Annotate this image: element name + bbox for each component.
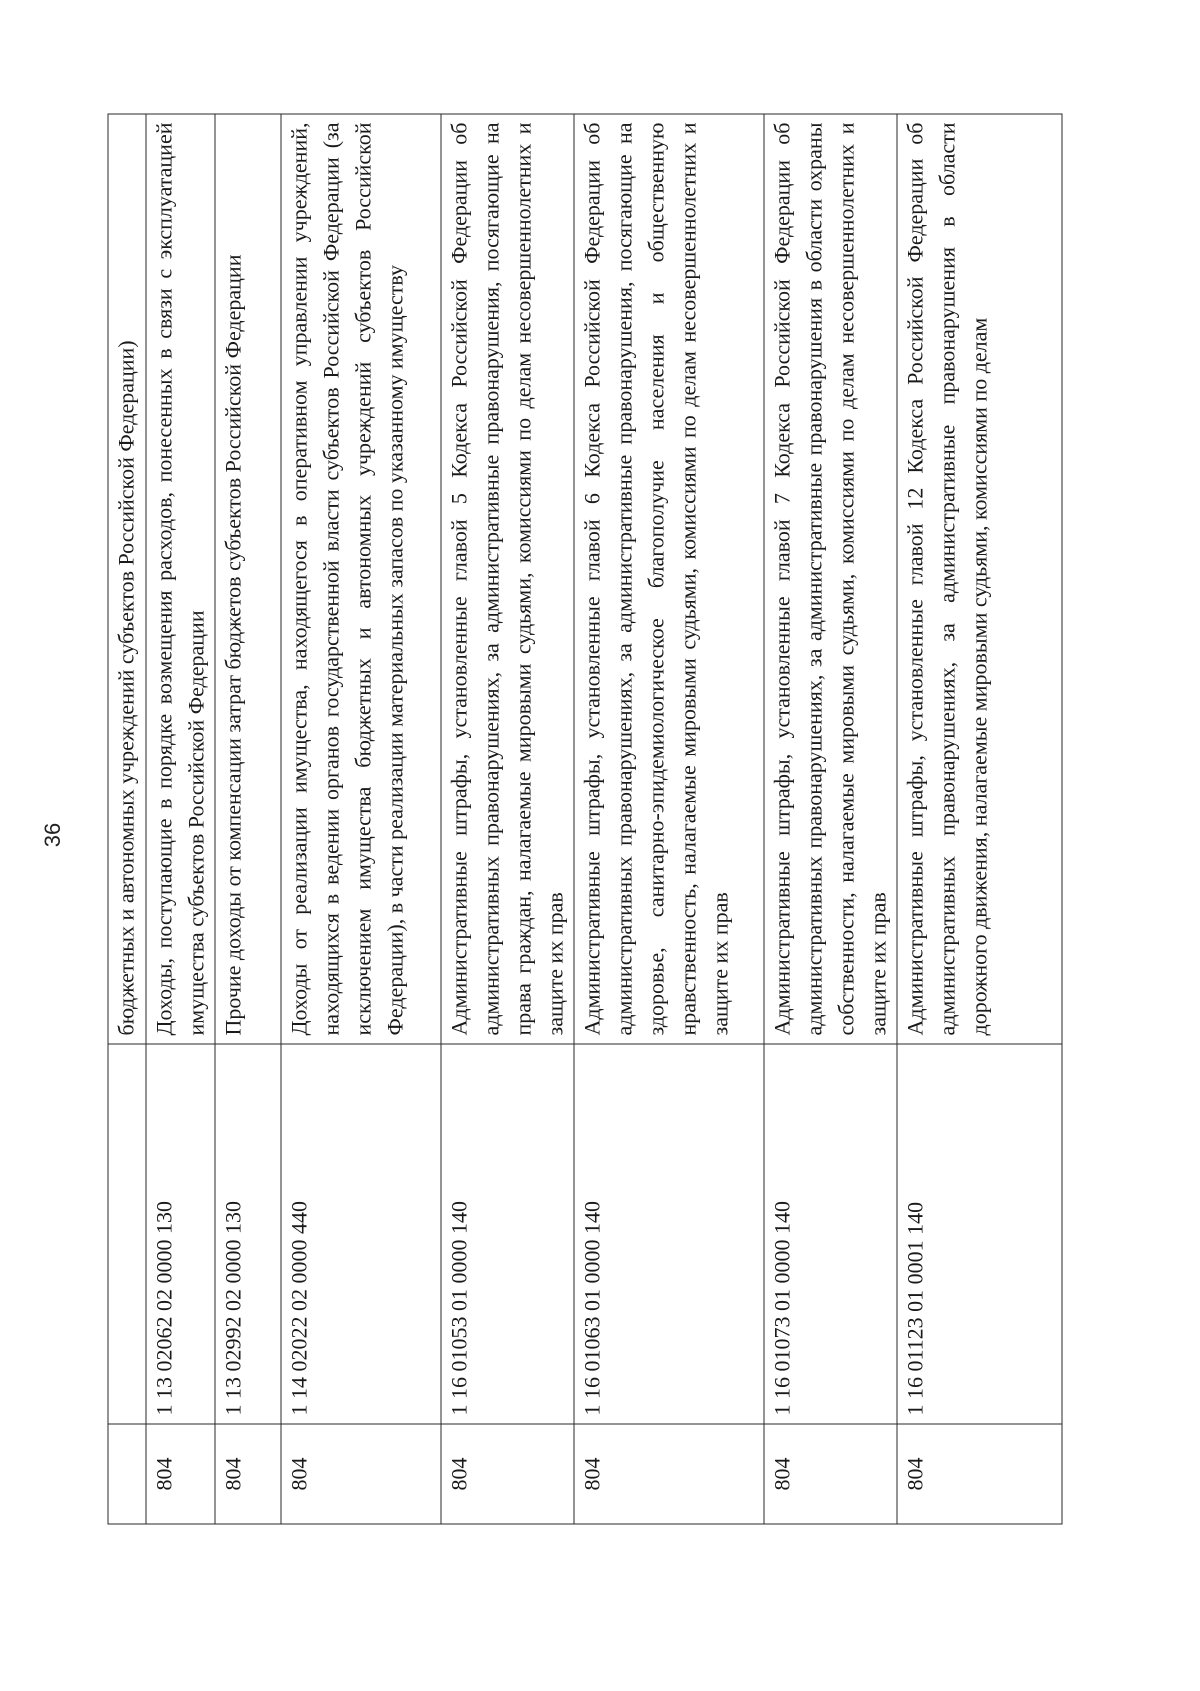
admin-code-cell: 804 [897, 1424, 1062, 1524]
revenue-description-cell: Административные штрафы, установленные главой 5 Кодекса Российской Федерации об административных правонарушениях, за административные правонарушения, посягающие на права граждан, налагаемые мировыми судьями, комиссиями по делам несовершеннолетних и защите их прав [441, 114, 574, 1044]
table-row [146, 114, 215, 1524]
table-row [897, 114, 1062, 1524]
revenue-description-cell: Доходы от реализации имущества, находящегося в оперативном управлении учреждений, находящихся в ведении органов государственной власти субъектов Российской Федерации (за исключением имущества бюджетных и автономных учреждений субъектов Российской Федерации), в части реализации материальных запасов по указанному имуществу [281, 114, 441, 1044]
table-row [215, 114, 281, 1524]
admin-code-cell: 804 [281, 1424, 441, 1524]
revenue-code-cell: 1 16 01073 01 0000 140 [764, 1044, 897, 1424]
revenue-code-cell [108, 1044, 146, 1424]
table-row [764, 114, 897, 1524]
revenue-description-cell: Административные штрафы, установленные главой 12 Кодекса Российской Федерации об административных правонарушениях, за административные правонарушения в области дорожного движения, налагаемые мировыми судьями, комиссиями по делам [897, 114, 1062, 1044]
revenue-code-cell: 1 14 02022 02 0000 440 [281, 1044, 441, 1424]
table-row [281, 114, 441, 1524]
revenue-code-cell: 1 13 02992 02 0000 130 [215, 1044, 281, 1424]
admin-code-cell: 804 [146, 1424, 215, 1524]
revenue-description-cell: Прочие доходы от компенсации затрат бюджетов субъектов Российской Федерации [215, 114, 281, 1044]
revenue-description-cell: Административные штрафы, установленные главой 7 Кодекса Российской Федерации об административных правонарушениях, за административные правонарушения в области охраны собственности, налагаемые мировыми судьями, комиссиями по делам несовершеннолетних и защите их прав [764, 114, 897, 1044]
page-number: 36 [40, 822, 65, 848]
table-row [574, 114, 764, 1524]
admin-code-cell: 804 [215, 1424, 281, 1524]
revenue-code-cell: 1 16 01053 01 0000 140 [441, 1044, 574, 1424]
table-row [108, 114, 146, 1524]
revenue-description-cell: бюджетных и автономных учреждений субъектов Российской Федерации) [108, 114, 146, 1044]
revenue-code-cell: 1 13 02062 02 0000 130 [146, 1044, 215, 1424]
admin-code-cell: 804 [764, 1424, 897, 1524]
revenue-code-cell: 1 16 01123 01 0001 140 [897, 1044, 1062, 1424]
revenue-description-cell: Административные штрафы, установленные главой 6 Кодекса Российской Федерации об административных правонарушениях, за административные правонарушения, посягающие на здоровье, санитарно-эпидемиологическое благополучие населения и общественную нравственность, налагаемые мировыми судьями, комиссиями по делам несовершеннолетних и защите их прав [574, 114, 764, 1044]
revenue-code-table-container [108, 115, 1053, 1525]
admin-code-cell [108, 1424, 146, 1524]
admin-code-cell: 804 [574, 1424, 764, 1524]
revenue-description-cell: Доходы, поступающие в порядке возмещения расходов, понесенных в связи с эксплуатацией имущества субъектов Российской Федерации [146, 114, 215, 1044]
revenue-code-table [108, 114, 1063, 1525]
revenue-code-cell: 1 16 01063 01 0000 140 [574, 1044, 764, 1424]
table-row [441, 114, 574, 1524]
admin-code-cell: 804 [441, 1424, 574, 1524]
